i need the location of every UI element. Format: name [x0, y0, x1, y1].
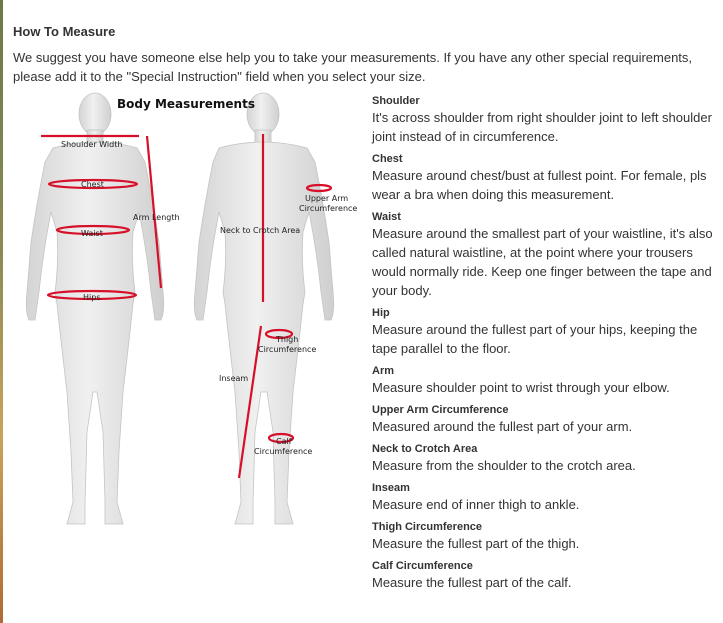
definition-item [372, 210, 717, 300]
definition-desc: Measure from the shoulder to the crotch area. [372, 458, 636, 473]
definition-title: Arm [372, 365, 395, 377]
definition-title: Thigh Circumference [372, 521, 483, 533]
label-upper-arm-1: Upper Arm [305, 194, 349, 203]
definition-title: Upper Arm Circumference [372, 404, 509, 416]
label-chest: Chest [81, 180, 104, 189]
label-hips: Hips [83, 293, 101, 302]
definition-title: Hip [372, 307, 390, 319]
label-thigh-1: Thigh [276, 335, 299, 344]
definition-desc: It's across shoulder from right shoulder joint to left shoulder joint instead of in circumference. [372, 110, 712, 144]
label-waist: Waist [81, 229, 103, 238]
definition-title: Waist [372, 211, 401, 223]
definition-item [372, 94, 717, 146]
label-arm-length: Arm Length [133, 213, 180, 222]
definition-item [372, 520, 717, 553]
definition-item [372, 306, 717, 358]
definition-desc: Measure the fullest part of the calf. [372, 575, 572, 590]
definition-desc: Measure end of inner thigh to ankle. [372, 497, 580, 512]
label-shoulder-width: Shoulder Width [61, 140, 123, 149]
label-upper-arm-2: Circumference [299, 204, 358, 213]
definition-desc: Measure the fullest part of the thigh. [372, 536, 580, 551]
definition-desc: Measured around the fullest part of your arm. [372, 419, 633, 434]
label-thigh-2: Circumference [258, 345, 317, 354]
measurement-definitions [372, 94, 717, 598]
how-to-measure-modal [3, 0, 723, 623]
definition-item [372, 481, 717, 514]
modal-title: How To Measure [13, 24, 116, 39]
modal-intro-text: We suggest you have someone else help you to take your measurements. If you have any other special requirements, please add it to the "Special Instruction" field when you select your size. [13, 50, 693, 84]
definition-item [372, 364, 717, 397]
definition-title: Neck to Crotch Area [372, 443, 478, 455]
definition-desc: Measure shoulder point to wrist through your elbow. [372, 380, 670, 395]
mannequin-front-left [26, 93, 163, 524]
figure-heading: Body Measurements [117, 97, 255, 111]
definition-item [372, 152, 717, 204]
definition-item [372, 442, 717, 475]
definition-title: Shoulder [372, 95, 420, 107]
definition-title: Chest [372, 153, 403, 165]
label-calf-2: Circumference [254, 447, 313, 456]
definition-item [372, 403, 717, 436]
definition-desc: Measure around chest/bust at fullest point. For female, pls wear a bra when doing this measurement. [372, 168, 707, 202]
label-calf-1: Calf [276, 437, 292, 446]
body-measurements-diagram [13, 92, 368, 532]
label-neck-to-crotch: Neck to Crotch Area [220, 226, 301, 235]
definition-desc: Measure around the smallest part of your waistline, it's also called natural waistline, at the point where your trousers would normally ride. Keep one finger between the tape and your body. [372, 226, 713, 298]
definition-title: Calf Circumference [372, 560, 473, 572]
body-measurements-figure [13, 92, 368, 532]
definition-title: Inseam [372, 482, 410, 494]
definition-desc: Measure around the fullest part of your hips, keeping the tape parallel to the floor. [372, 322, 698, 356]
label-inseam: Inseam [219, 374, 249, 383]
definition-item [372, 559, 717, 592]
